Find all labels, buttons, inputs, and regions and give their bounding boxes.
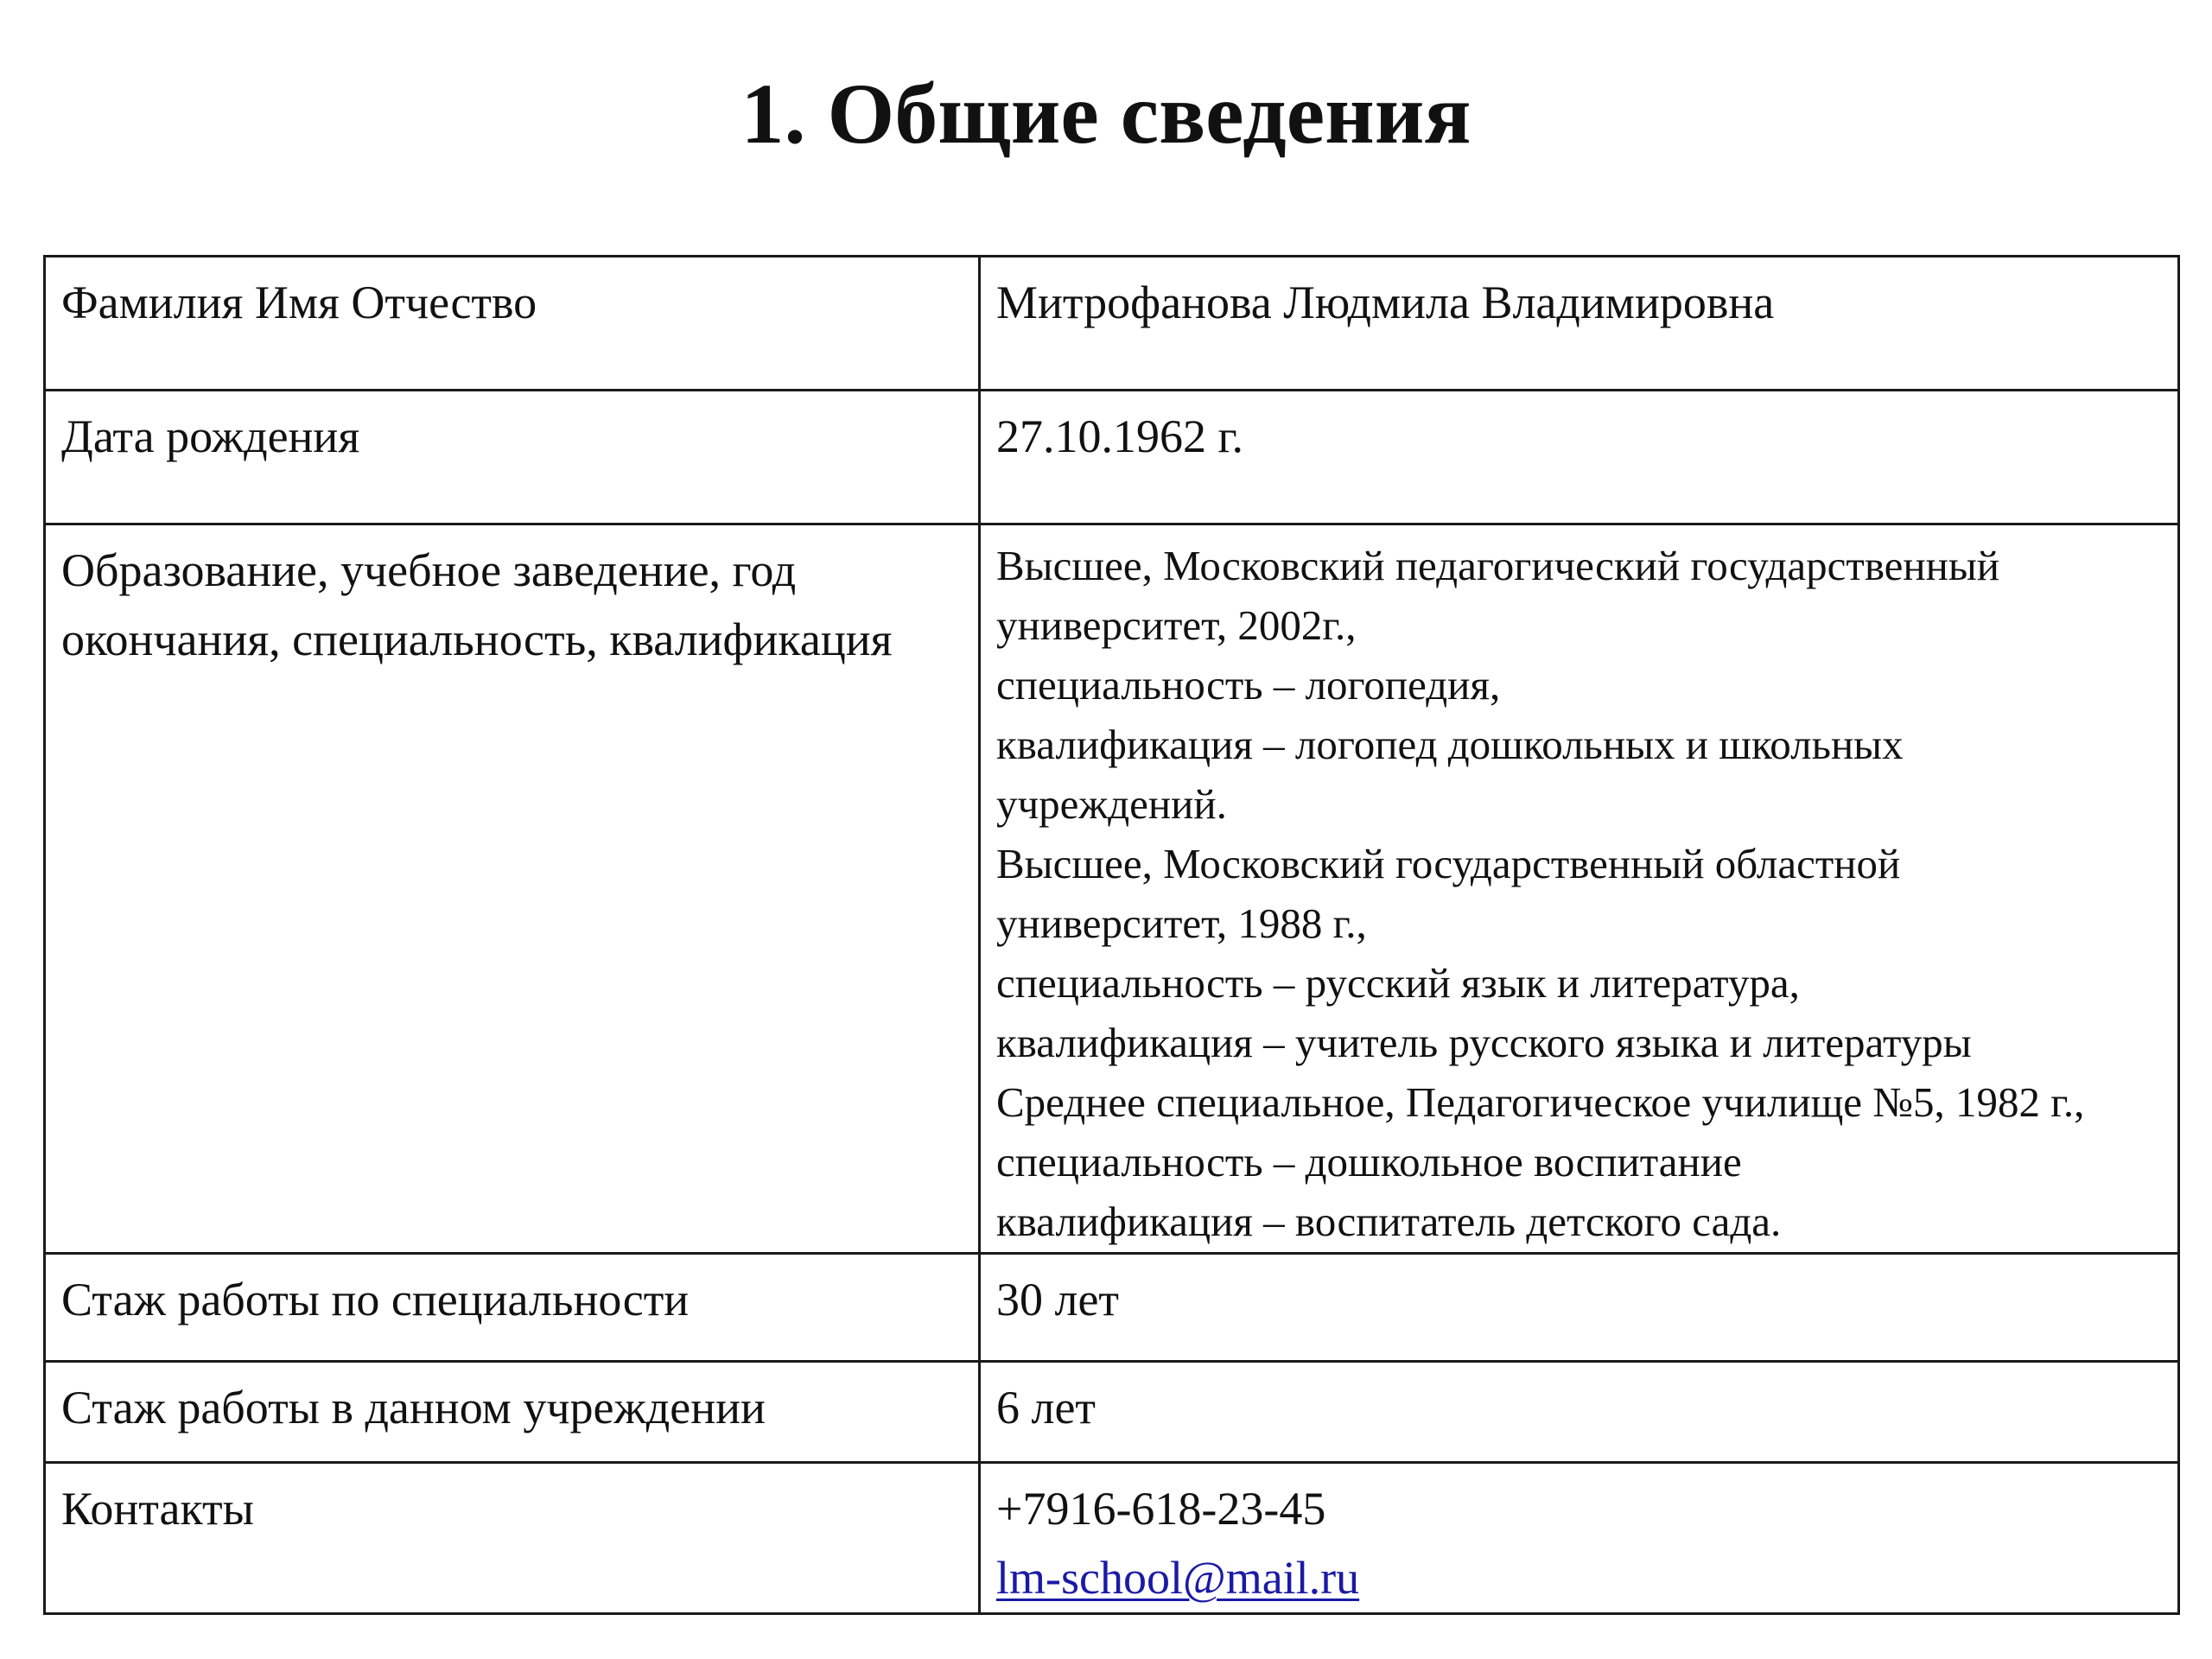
education-label: Образование, учебное заведение, год окончания, специальность, квалификация	[45, 524, 980, 1254]
education-line: квалификация – логопед дошкольных и школьных	[996, 721, 1904, 768]
education-line: квалификация – учитель русского языка и литературы	[996, 1019, 1972, 1066]
full-name-label: Фамилия Имя Отчество	[45, 257, 980, 391]
institution-experience-label: Стаж работы в данном учреждении	[45, 1362, 980, 1463]
birth-date-value: 27.10.1962 г.	[980, 391, 2179, 524]
education-line: специальность – русский язык и литература,	[996, 959, 1800, 1007]
specialty-experience-label: Стаж работы по специальности	[45, 1254, 980, 1362]
education-line: университет, 2002г.,	[996, 601, 1357, 649]
table-row-birth-date	[45, 391, 2179, 524]
table-row-full-name	[45, 257, 2179, 391]
institution-experience-value: 6 лет	[980, 1362, 2179, 1463]
education-line: специальность – логопедия,	[996, 661, 1501, 709]
table-row-education	[45, 524, 2179, 1254]
table-row-specialty-experience	[45, 1254, 2179, 1362]
education-line: учреждений.	[996, 780, 1227, 828]
email-link[interactable]: lm-school@mail.ru	[996, 1552, 1360, 1604]
education-line: Высшее, Московский педагогический государственный	[996, 542, 2000, 589]
education-line: специальность – дошкольное воспитание	[996, 1138, 1742, 1185]
contacts-label: Контакты	[45, 1463, 980, 1614]
table-row-institution-experience	[45, 1362, 2179, 1463]
full-name-value: Митрофанова Людмила Владимировна	[980, 257, 2179, 391]
birth-date-label: Дата рождения	[45, 391, 980, 524]
education-line: университет, 1988 г.,	[996, 899, 1367, 947]
page-title: 1. Общие сведения	[741, 66, 1471, 162]
education-line: квалификация – воспитатель детского сада.	[996, 1198, 1782, 1245]
info-table	[43, 255, 2180, 1615]
contacts-value	[980, 1463, 2179, 1614]
education-line: Среднее специальное, Педагогическое училище №5, 1982 г.,	[996, 1078, 2085, 1126]
phone-number: +7916-618-23-45	[996, 1483, 1326, 1535]
education-value	[980, 524, 2179, 1254]
table-row-contacts	[45, 1463, 2179, 1614]
education-line: Высшее, Московский государственный областной	[996, 840, 1901, 887]
specialty-experience-value: 30 лет	[980, 1254, 2179, 1362]
